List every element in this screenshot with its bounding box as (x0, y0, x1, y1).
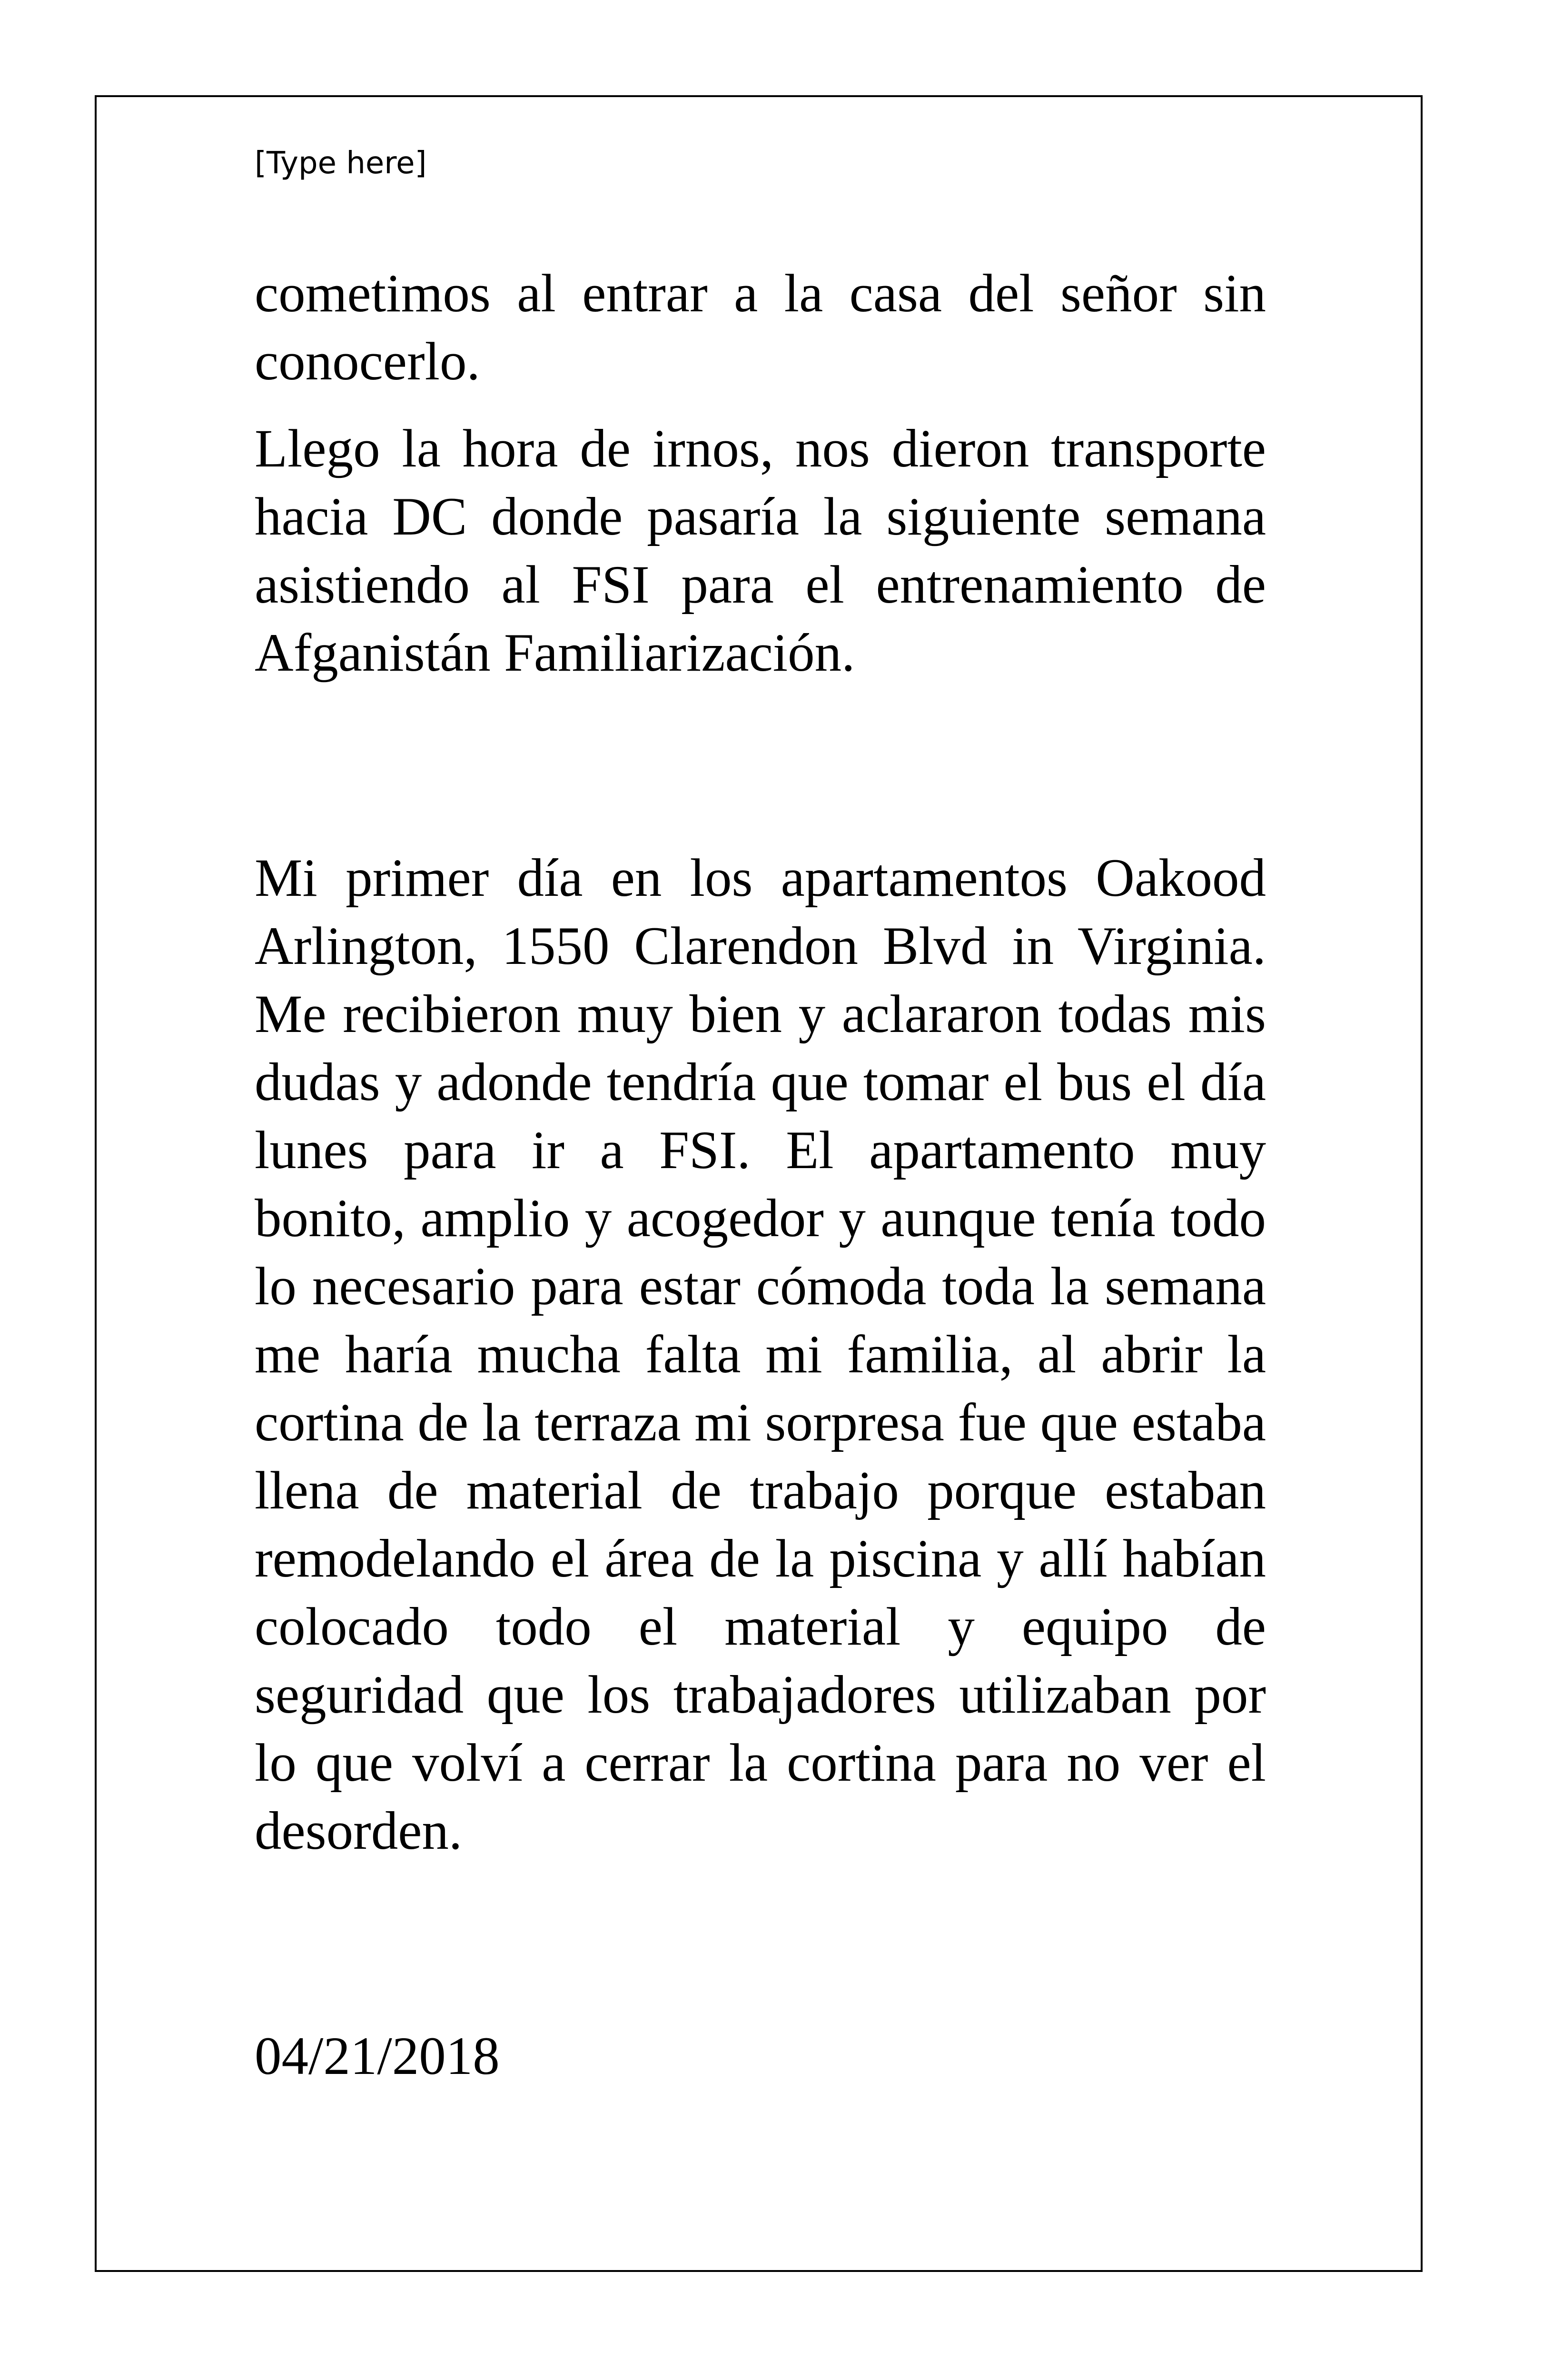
paragraph-first-day: Mi primer día en los apartamentos Oakood Arlington, 1550 Clarendon Blvd in Virginia. Me recibieron muy bien y aclararon todas mis dudas y adonde tendría que tomar el bus el día lunes para ir a FSI. El apartamento muy bonito, amplio y acogedor y aunque tenía todo lo necesario para estar cómoda toda la semana me haría mucha falta mi familia, al abrir la cortina de la terraza mi sorpresa fue que estaba llena de material de trabajo porque estaban remodelando el área de la piscina y allí habían colocado todo el material y equipo de seguridad que los trabajadores utilizaban por lo que volví a cerrar la cortina para no ver el desorden. (255, 848, 1266, 1861)
paragraph-departure: Llego la hora de irnos, nos dieron transporte hacia DC donde pasaría la siguiente semana asistiendo al FSI para el entrenamiento de Afganistán Familiarización. (255, 419, 1266, 683)
paragraph-continuation: cometimos al entrar a la casa del señor sin conocerlo. (255, 264, 1266, 391)
document-body (255, 259, 1266, 2090)
header-placeholder: [Type here] (255, 146, 427, 181)
entry-date: 04/21/2018 (255, 2026, 500, 2086)
